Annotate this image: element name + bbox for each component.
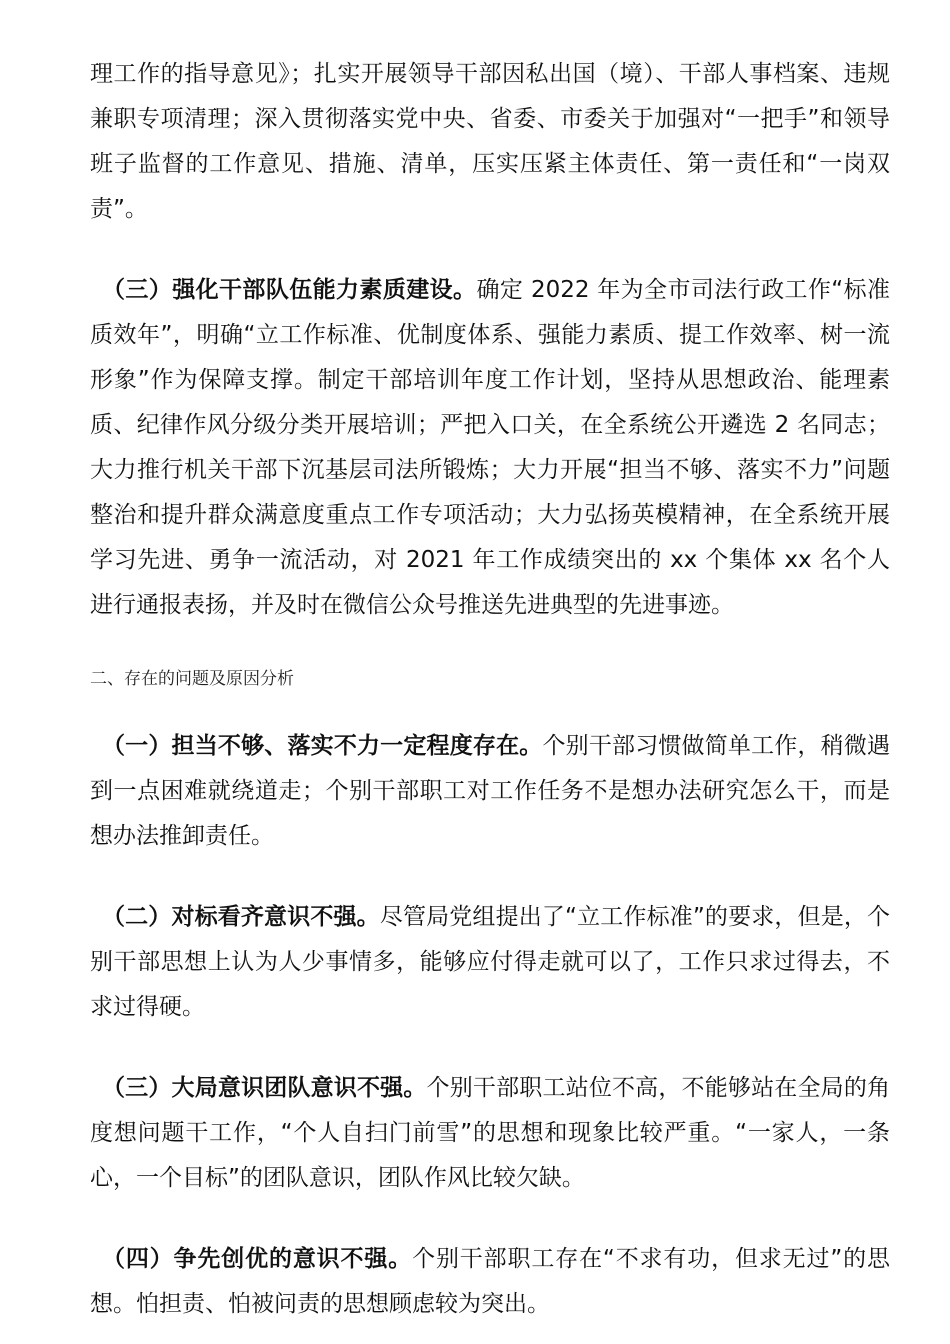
paragraph-section-1-3 bbox=[90, 268, 890, 628]
issue-text: 个别干部职工站位不高，不能够站在全局的角度想问题干工作，“个人自扫门前雪”的思想和现象比较严重。“一家人，一条心，一个目标”的团队意识，团队作风比较欠缺。 bbox=[90, 1075, 891, 1191]
issue-heading: （四）争先创优的意识不强。 bbox=[102, 1246, 413, 1272]
paragraph-gap bbox=[90, 1030, 890, 1066]
issue-heading: （三）大局意识团队意识不强。 bbox=[102, 1075, 427, 1101]
paragraph-gap bbox=[90, 694, 890, 724]
issue-paragraph-4 bbox=[90, 1237, 890, 1327]
paragraph-gap bbox=[90, 859, 890, 895]
paragraph-gap bbox=[90, 1201, 890, 1237]
issue-heading: （二）对标看齐意识不强。 bbox=[102, 904, 380, 930]
paragraph-text: 理工作的指导意见》；扎实开展领导干部因私出国（境）、干部人事档案、违规兼职专项清理；深入贯彻落实党中央、省委、市委关于加强对“一把手”和领导班子监督的工作意见、措施、清单，压实压紧主体责任、第一责任和“一岗双责”。 bbox=[90, 61, 890, 222]
issue-paragraph-1 bbox=[90, 724, 890, 859]
issue-heading: （一）担当不够、落实不力一定程度存在。 bbox=[102, 733, 543, 759]
issue-text: 个别干部习惯做简单工作，稍微遇到一点困难就绕道走；个别干部职工对工作任务不是想办法研究怎么干，而是想办法推卸责任。 bbox=[90, 733, 891, 849]
paragraph-gap bbox=[90, 232, 890, 268]
paragraph-text: 确定 2022 年为全市司法行政工作“标准质效年”，明确“立工作标准、优制度体系、强能力素质、提工作效率、树一流形象”作为保障支撑。制定干部培训年度工作计划，坚持从思想政治、能理素质、纪律作风分级分类开展培训；严把入口关，在全系统公开遴选 2 名同志；大力推行机关干部下沉基层司法所锻炼；大力开展“担当不够、落实不力”问题整治和提升群众满意度重点工作专项活动；大力弘扬英模精神，在全系统开展学习先进、勇争一流活动，对 2021 年工作成绩突出的 xx 个集体 xx 名个人进行通报表扬，并及时在微信公众号推送先进典型的先进事迹。 bbox=[90, 277, 891, 618]
paragraph-gap bbox=[90, 628, 890, 664]
paragraph-continuation bbox=[90, 52, 890, 232]
section-title: 二、存在的问题及原因分析 bbox=[90, 669, 294, 689]
document-page bbox=[90, 52, 890, 1327]
issue-paragraph-2 bbox=[90, 895, 890, 1030]
issue-text: 尽管局党组提出了“立工作标准”的要求，但是，个别干部思想上认为人少事情多，能够应付得走就可以了，工作只求过得去，不求过得硬。 bbox=[90, 904, 890, 1020]
issue-paragraph-3 bbox=[90, 1066, 890, 1201]
issue-text: 个别干部职工存在“不求有功，但求无过”的思想。怕担责、怕被问责的思想顾虑较为突出。 bbox=[90, 1246, 890, 1317]
paragraph-heading: （三）强化干部队伍能力素质建设。 bbox=[102, 277, 477, 303]
